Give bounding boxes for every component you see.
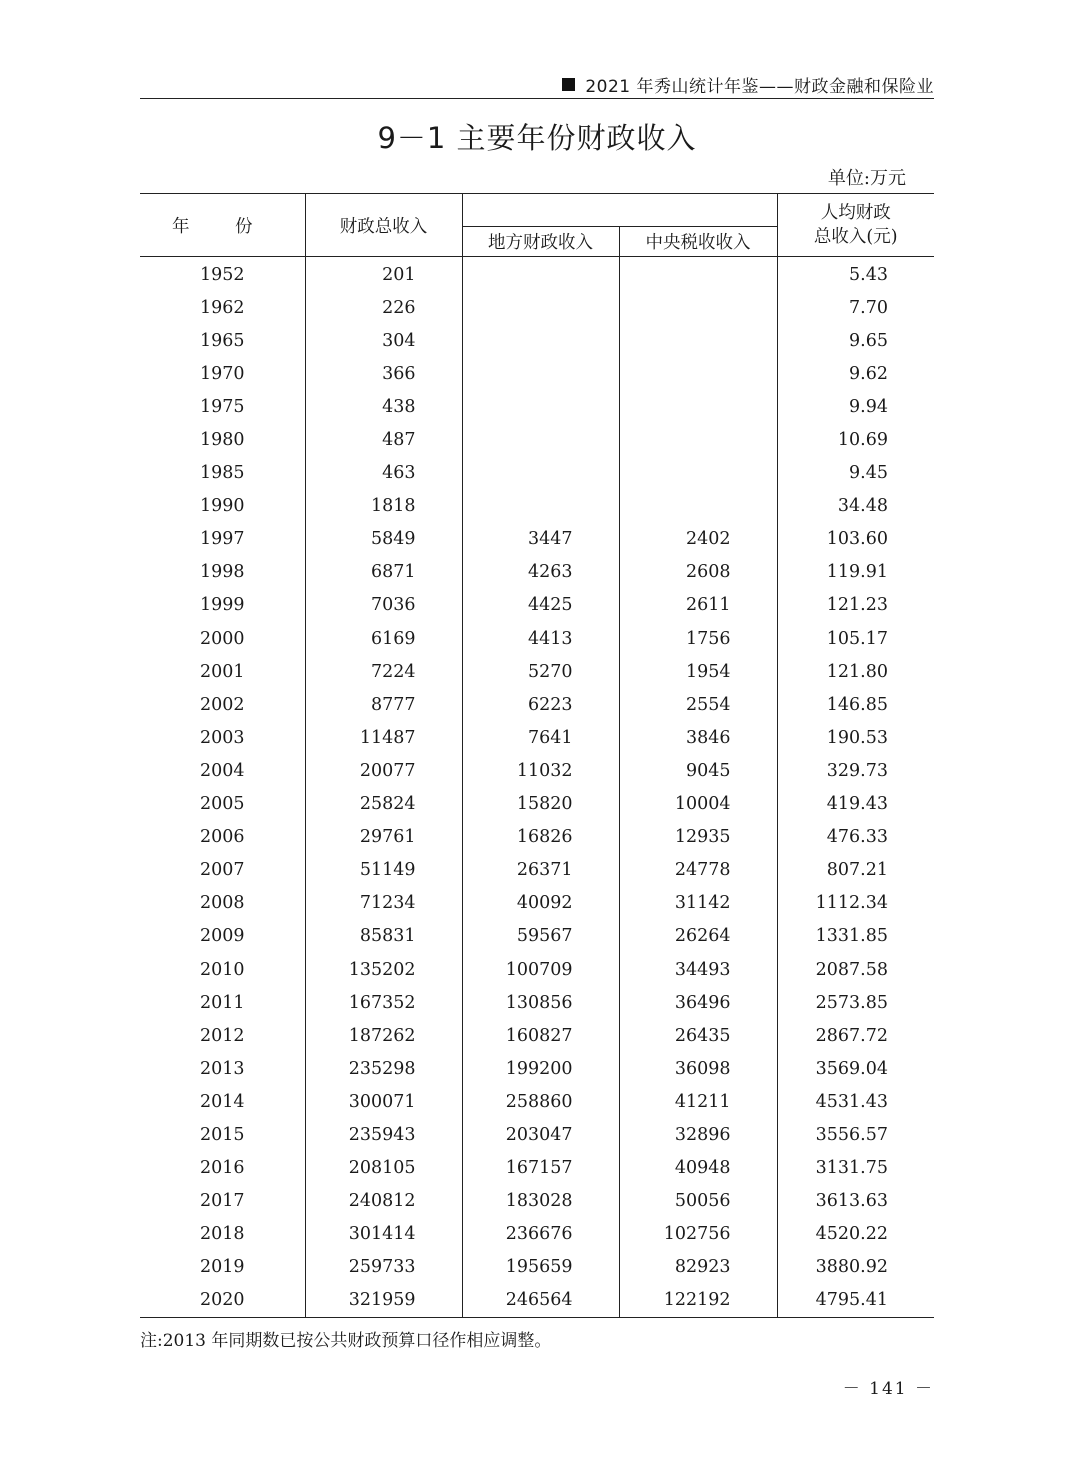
cell-local-revenue: 203047 (462, 1118, 619, 1151)
cell-total-revenue: 71234 (305, 887, 462, 920)
cell-per-capita: 9.45 (849, 463, 888, 484)
cell-local-revenue: 4413 (462, 622, 619, 655)
cell-total-revenue: 20077 (305, 754, 462, 787)
cell-central-tax: 50056 (619, 1185, 777, 1218)
cell-per-capita: 2087.58 (815, 959, 888, 980)
cell-central-tax: 3846 (619, 721, 777, 754)
cell-local-revenue: 6223 (462, 688, 619, 721)
page-title: 9－1 主要年份财政收入 (377, 121, 697, 155)
cell-year: 2020 (140, 1284, 305, 1318)
cell-total-revenue: 187262 (305, 1019, 462, 1052)
cell-total-revenue: 304 (305, 324, 462, 357)
cell-local-revenue: 258860 (462, 1085, 619, 1118)
cell-per-capita: 190.53 (826, 727, 888, 748)
table-row (140, 854, 934, 887)
page-number: － 141 － (842, 1379, 934, 1399)
cell-per-capita: 119.91 (826, 562, 888, 583)
cell-total-revenue: 29761 (305, 821, 462, 854)
cell-central-tax: 24778 (619, 854, 777, 887)
cell-per-capita: 9.62 (849, 363, 888, 384)
cell-local-revenue: 3447 (462, 523, 619, 556)
cell-local-revenue (462, 291, 619, 324)
table-row (140, 1019, 934, 1052)
cell-total-revenue: 6169 (305, 622, 462, 655)
cell-local-revenue: 26371 (462, 854, 619, 887)
cell-per-capita: 105.17 (826, 628, 888, 649)
table-body (140, 257, 934, 1318)
cell-per-capita: 807.21 (826, 860, 888, 881)
header-per-capita-line1: 人均财政 (820, 203, 891, 223)
cell-year: 2012 (140, 1019, 305, 1052)
cell-central-tax (619, 457, 777, 490)
revenue-table-container (140, 193, 934, 1318)
cell-total-revenue: 235298 (305, 1052, 462, 1085)
cell-central-tax (619, 490, 777, 523)
cell-total-revenue: 300071 (305, 1085, 462, 1118)
table-row (140, 721, 934, 754)
cell-local-revenue: 59567 (462, 920, 619, 953)
table-row (140, 953, 934, 986)
cell-year: 2019 (140, 1251, 305, 1284)
cell-local-revenue: 7641 (462, 721, 619, 754)
table-row (140, 1152, 934, 1185)
cell-central-tax: 102756 (619, 1218, 777, 1251)
cell-per-capita: 9.65 (849, 330, 888, 351)
cell-year: 1962 (140, 291, 305, 324)
cell-total-revenue: 6871 (305, 556, 462, 589)
cell-total-revenue: 1818 (305, 490, 462, 523)
cell-year: 1970 (140, 357, 305, 390)
table-row (140, 1185, 934, 1218)
table-row (140, 655, 934, 688)
cell-total-revenue: 7036 (305, 589, 462, 622)
cell-local-revenue: 100709 (462, 953, 619, 986)
cell-central-tax (619, 357, 777, 390)
cell-year: 2004 (140, 754, 305, 787)
table-row (140, 1218, 934, 1251)
cell-central-tax: 2611 (619, 589, 777, 622)
cell-central-tax: 122192 (619, 1284, 777, 1318)
cell-central-tax: 26264 (619, 920, 777, 953)
cell-central-tax: 12935 (619, 821, 777, 854)
table-row (140, 457, 934, 490)
cell-central-tax: 82923 (619, 1251, 777, 1284)
cell-total-revenue: 8777 (305, 688, 462, 721)
header-per-capita-line2: 总收入(元) (813, 227, 898, 247)
cell-local-revenue (462, 324, 619, 357)
cell-total-revenue: 487 (305, 423, 462, 456)
header-central-tax: 中央税收收入 (619, 226, 777, 256)
table-row (140, 324, 934, 357)
cell-total-revenue: 366 (305, 357, 462, 390)
table-row (140, 920, 934, 953)
cell-per-capita: 476.33 (826, 827, 888, 848)
cell-year: 2010 (140, 953, 305, 986)
cell-total-revenue: 321959 (305, 1284, 462, 1318)
header-year: 年 份 (140, 194, 305, 257)
header-local-revenue: 地方财政收入 (462, 226, 619, 256)
footnote: 注:2013 年同期数已按公共财政预算口径作相应调整。 (140, 1331, 552, 1351)
cell-total-revenue: 259733 (305, 1251, 462, 1284)
cell-local-revenue: 160827 (462, 1019, 619, 1052)
cell-year: 2000 (140, 622, 305, 655)
cell-year: 2006 (140, 821, 305, 854)
cell-per-capita: 5.43 (849, 264, 888, 285)
cell-central-tax (619, 423, 777, 456)
cell-local-revenue: 5270 (462, 655, 619, 688)
cell-central-tax: 31142 (619, 887, 777, 920)
table-row (140, 257, 934, 292)
cell-per-capita: 3880.92 (815, 1257, 888, 1278)
table-row (140, 622, 934, 655)
cell-per-capita: 3613.63 (815, 1191, 888, 1212)
cell-central-tax (619, 257, 777, 292)
cell-year: 2015 (140, 1118, 305, 1151)
cell-central-tax (619, 390, 777, 423)
table-row (140, 357, 934, 390)
cell-per-capita: 3569.04 (815, 1058, 888, 1079)
cell-per-capita: 121.23 (826, 595, 888, 616)
table-row (140, 887, 934, 920)
cell-total-revenue: 5849 (305, 523, 462, 556)
cell-central-tax: 41211 (619, 1085, 777, 1118)
table-row (140, 1052, 934, 1085)
cell-per-capita: 419.43 (826, 794, 888, 815)
cell-per-capita: 9.94 (849, 396, 888, 417)
cell-per-capita: 329.73 (826, 760, 888, 781)
cell-local-revenue: 40092 (462, 887, 619, 920)
table-row (140, 490, 934, 523)
cell-central-tax (619, 324, 777, 357)
cell-central-tax: 32896 (619, 1118, 777, 1151)
cell-local-revenue: 236676 (462, 1218, 619, 1251)
cell-central-tax: 1954 (619, 655, 777, 688)
cell-central-tax (619, 291, 777, 324)
cell-per-capita: 4531.43 (815, 1091, 888, 1112)
cell-central-tax: 10004 (619, 788, 777, 821)
cell-year: 2007 (140, 854, 305, 887)
table-row (140, 754, 934, 787)
cell-local-revenue: 11032 (462, 754, 619, 787)
cell-central-tax: 2608 (619, 556, 777, 589)
table-row (140, 688, 934, 721)
running-title: 2021 年秀山统计年鉴——财政金融和保险业 (585, 77, 934, 97)
cell-per-capita: 10.69 (837, 430, 888, 451)
cell-total-revenue: 85831 (305, 920, 462, 953)
cell-total-revenue: 301414 (305, 1218, 462, 1251)
cell-local-revenue (462, 423, 619, 456)
cell-year: 2002 (140, 688, 305, 721)
cell-per-capita: 1112.34 (815, 893, 888, 914)
cell-year: 1998 (140, 556, 305, 589)
cell-year: 1990 (140, 490, 305, 523)
cell-local-revenue: 15820 (462, 788, 619, 821)
running-header (140, 70, 934, 99)
cell-total-revenue: 11487 (305, 721, 462, 754)
cell-per-capita: 121.80 (826, 661, 888, 682)
header-per-capita (777, 194, 934, 257)
cell-year: 2005 (140, 788, 305, 821)
cell-total-revenue: 226 (305, 291, 462, 324)
cell-year: 1997 (140, 523, 305, 556)
cell-per-capita: 146.85 (826, 694, 888, 715)
cell-year: 2009 (140, 920, 305, 953)
cell-total-revenue: 240812 (305, 1185, 462, 1218)
table-row (140, 291, 934, 324)
cell-local-revenue (462, 257, 619, 292)
cell-total-revenue: 7224 (305, 655, 462, 688)
cell-year: 1965 (140, 324, 305, 357)
cell-year: 2011 (140, 986, 305, 1019)
cell-central-tax: 2554 (619, 688, 777, 721)
cell-local-revenue (462, 457, 619, 490)
cell-central-tax: 2402 (619, 523, 777, 556)
cell-year: 2016 (140, 1152, 305, 1185)
cell-total-revenue: 51149 (305, 854, 462, 887)
cell-year: 2003 (140, 721, 305, 754)
cell-local-revenue: 167157 (462, 1152, 619, 1185)
cell-central-tax: 40948 (619, 1152, 777, 1185)
cell-per-capita: 1331.85 (815, 926, 888, 947)
cell-central-tax: 36496 (619, 986, 777, 1019)
cell-per-capita: 3131.75 (815, 1158, 888, 1179)
cell-local-revenue: 199200 (462, 1052, 619, 1085)
cell-per-capita: 3556.57 (815, 1124, 888, 1145)
cell-year: 2008 (140, 887, 305, 920)
cell-year: 2001 (140, 655, 305, 688)
header-sub-blank (462, 194, 777, 227)
cell-local-revenue (462, 357, 619, 390)
cell-local-revenue (462, 490, 619, 523)
table-row (140, 390, 934, 423)
cell-per-capita: 4520.22 (815, 1224, 888, 1245)
cell-central-tax: 26435 (619, 1019, 777, 1052)
cell-local-revenue: 4425 (462, 589, 619, 622)
table-row (140, 1085, 934, 1118)
cell-year: 2013 (140, 1052, 305, 1085)
revenue-table (140, 193, 934, 1318)
cell-year: 1985 (140, 457, 305, 490)
table-row (140, 589, 934, 622)
cell-local-revenue: 4263 (462, 556, 619, 589)
cell-local-revenue (462, 390, 619, 423)
cell-total-revenue: 25824 (305, 788, 462, 821)
cell-year: 1999 (140, 589, 305, 622)
black-square-icon (562, 78, 575, 91)
cell-local-revenue: 183028 (462, 1185, 619, 1218)
cell-per-capita: 2573.85 (815, 992, 888, 1013)
table-row (140, 423, 934, 456)
table-row (140, 1118, 934, 1151)
running-header-text (562, 72, 934, 97)
cell-local-revenue: 130856 (462, 986, 619, 1019)
table-row (140, 556, 934, 589)
cell-year: 2018 (140, 1218, 305, 1251)
cell-total-revenue: 201 (305, 257, 462, 292)
cell-central-tax: 34493 (619, 953, 777, 986)
cell-per-capita: 2867.72 (815, 1025, 888, 1046)
cell-per-capita: 4795.41 (777, 1284, 934, 1318)
cell-year: 2014 (140, 1085, 305, 1118)
cell-local-revenue: 16826 (462, 821, 619, 854)
unit-label: 单位:万元 (827, 168, 906, 189)
cell-per-capita: 103.60 (826, 529, 888, 550)
table-row (140, 1284, 934, 1318)
cell-total-revenue: 235943 (305, 1118, 462, 1151)
table-row (140, 788, 934, 821)
header-total-revenue: 财政总收入 (305, 194, 462, 257)
cell-local-revenue: 195659 (462, 1251, 619, 1284)
table-row (140, 1251, 934, 1284)
cell-central-tax: 1756 (619, 622, 777, 655)
cell-per-capita: 34.48 (837, 496, 888, 517)
cell-per-capita: 7.70 (849, 297, 888, 318)
cell-central-tax: 36098 (619, 1052, 777, 1085)
cell-total-revenue: 463 (305, 457, 462, 490)
cell-total-revenue: 438 (305, 390, 462, 423)
cell-total-revenue: 167352 (305, 986, 462, 1019)
table-row (140, 986, 934, 1019)
cell-year: 2017 (140, 1185, 305, 1218)
cell-year: 1952 (140, 257, 305, 292)
cell-year: 1980 (140, 423, 305, 456)
cell-local-revenue: 246564 (462, 1284, 619, 1318)
cell-central-tax: 9045 (619, 754, 777, 787)
table-row (140, 821, 934, 854)
cell-total-revenue: 135202 (305, 953, 462, 986)
cell-total-revenue: 208105 (305, 1152, 462, 1185)
cell-year: 1975 (140, 390, 305, 423)
table-row (140, 523, 934, 556)
